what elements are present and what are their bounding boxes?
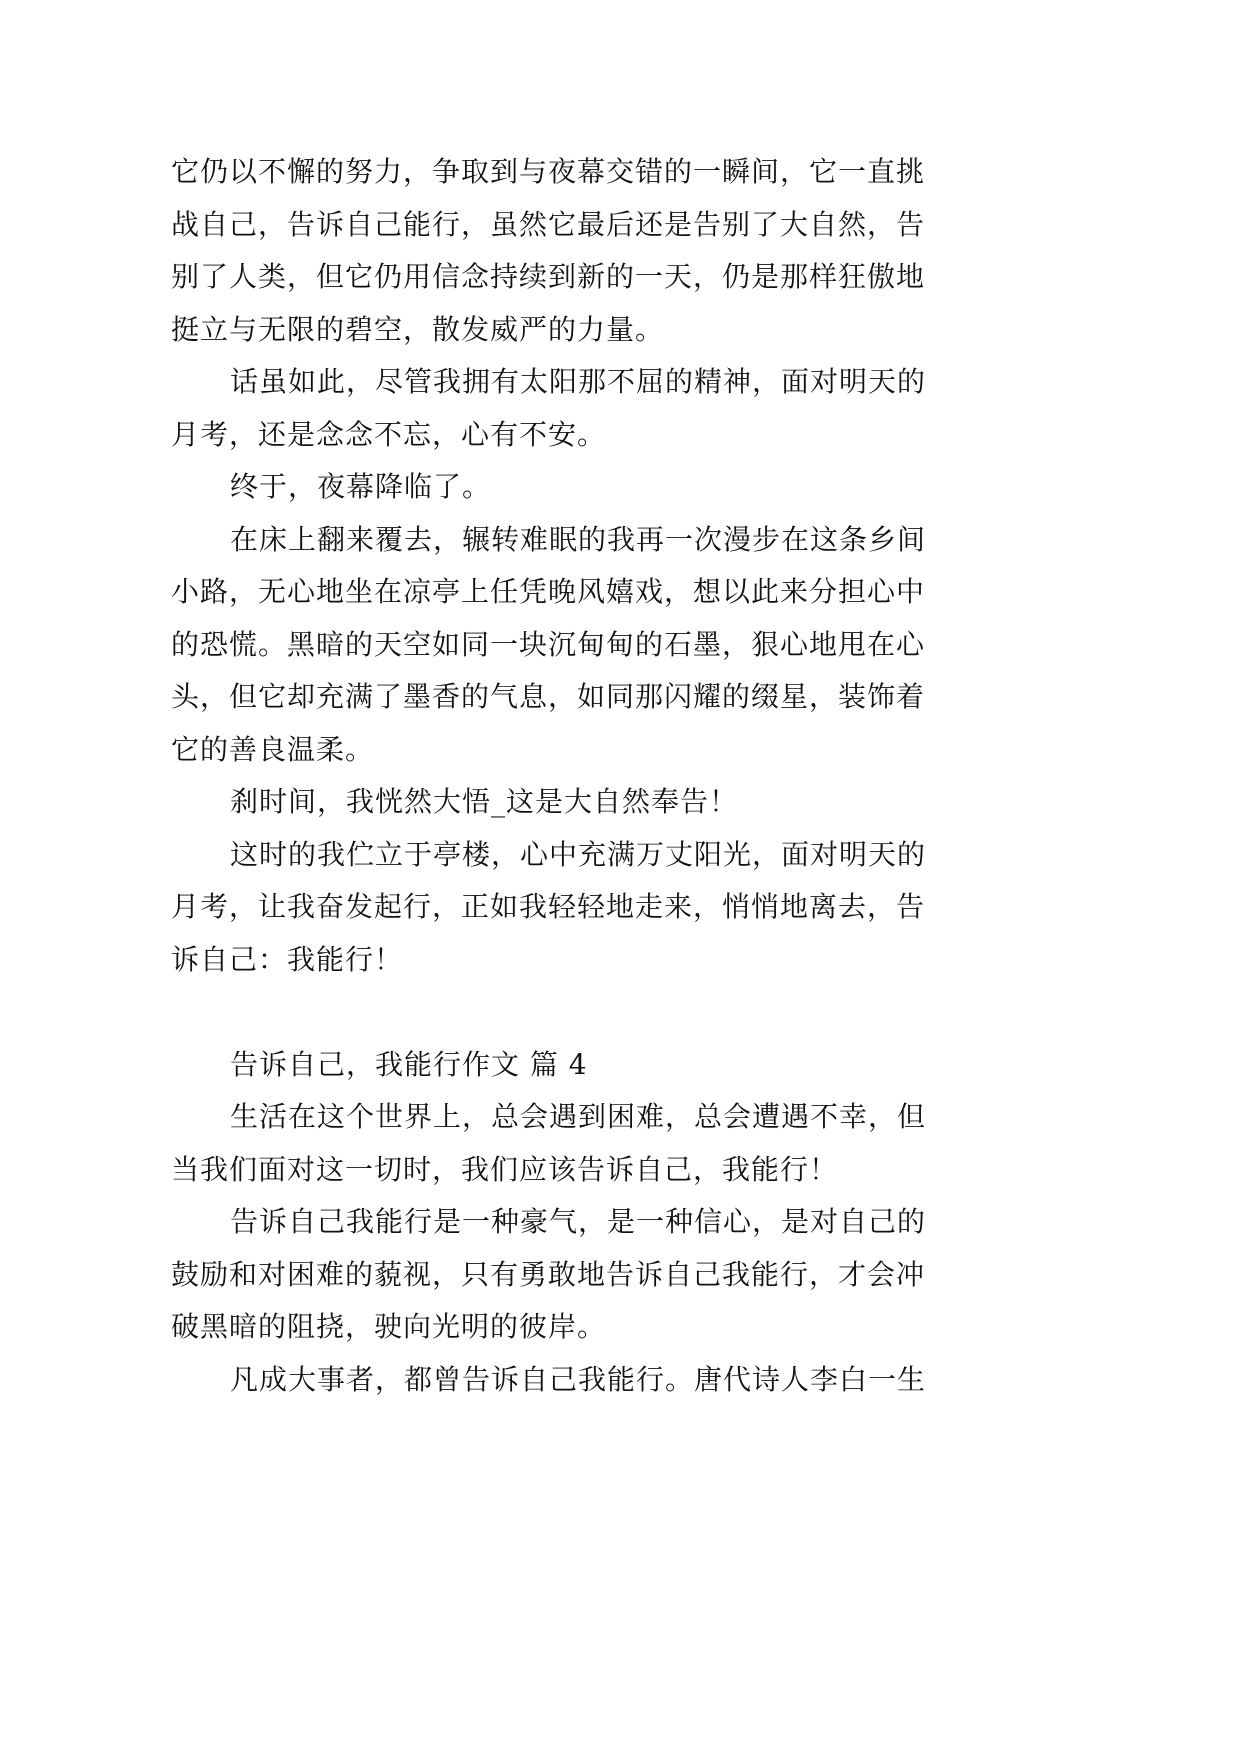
- text-line: 的恐慌。黑暗的天空如同一块沉甸甸的石墨，狠心地甩在心: [171, 627, 926, 661]
- paragraph-first-line: 终于，夜幕降临了。: [230, 470, 492, 503]
- text-line: 别了人类，但它仍用信念持续到新的一天，仍是那样狂傲地: [171, 260, 926, 293]
- text-line: 头，但它却充满了墨香的气息，如同那闪耀的缀星，装饰着: [171, 680, 926, 713]
- section-heading: 告诉自己，我能行作文 篇 4: [230, 1047, 588, 1081]
- text-line: 鼓励和对困难的藐视，只有勇敢地告诉自己我能行，才会冲: [171, 1257, 926, 1291]
- text-line: 它的善良温柔。: [171, 732, 375, 766]
- text-line: 月考，还是念念不忘，心有不安。: [171, 417, 607, 451]
- paragraph-first-line: 生活在这个世界上，总会遇到困难，总会遭遇不幸，但: [230, 1100, 927, 1133]
- text-line: 破黑暗的阻挠，驶向光明的彼岸。: [171, 1310, 607, 1343]
- section-spacer: [171, 986, 941, 1039]
- paragraph-first-line: 告诉自己我能行是一种豪气，是一种信心，是对自己的: [230, 1205, 927, 1238]
- text-line: 它仍以不懈的努力，争取到与夜幕交错的一瞬间，它一直挑: [171, 155, 926, 188]
- text-line: 挺立与无限的碧空，散发威严的力量。: [171, 312, 665, 346]
- paragraph-first-line: 这时的我伫立于亭楼，心中充满万丈阳光，面对明天的: [230, 837, 927, 871]
- paragraph-first-line: 话虽如此，尽管我拥有太阳那不屈的精神，面对明天的: [230, 365, 927, 398]
- paragraph-first-line: 在床上翻来覆去，辗转难眠的我再一次漫步在这条乡间: [230, 522, 927, 556]
- text-line: 诉自己：我能行！: [171, 942, 404, 976]
- paragraph-first-line: 刹时间，我恍然大悟_这是大自然奉告！: [230, 785, 739, 818]
- text-line: 战自己，告诉自己能行，虽然它最后还是告别了大自然，告: [171, 207, 926, 241]
- text-line: 月考，让我奋发起行，正如我轻轻地走来，悄悄地离去，告: [171, 890, 926, 923]
- text-line: 当我们面对这一切时，我们应该告诉自己，我能行！: [171, 1152, 839, 1186]
- paragraph-first-line: 凡成大事者，都曾告诉自己我能行。唐代诗人李白一生: [230, 1362, 927, 1396]
- text-line: 小路，无心地坐在凉亭上任凭晚风嬉戏，想以此来分担心中: [171, 575, 926, 608]
- document-body: [171, 146, 941, 1406]
